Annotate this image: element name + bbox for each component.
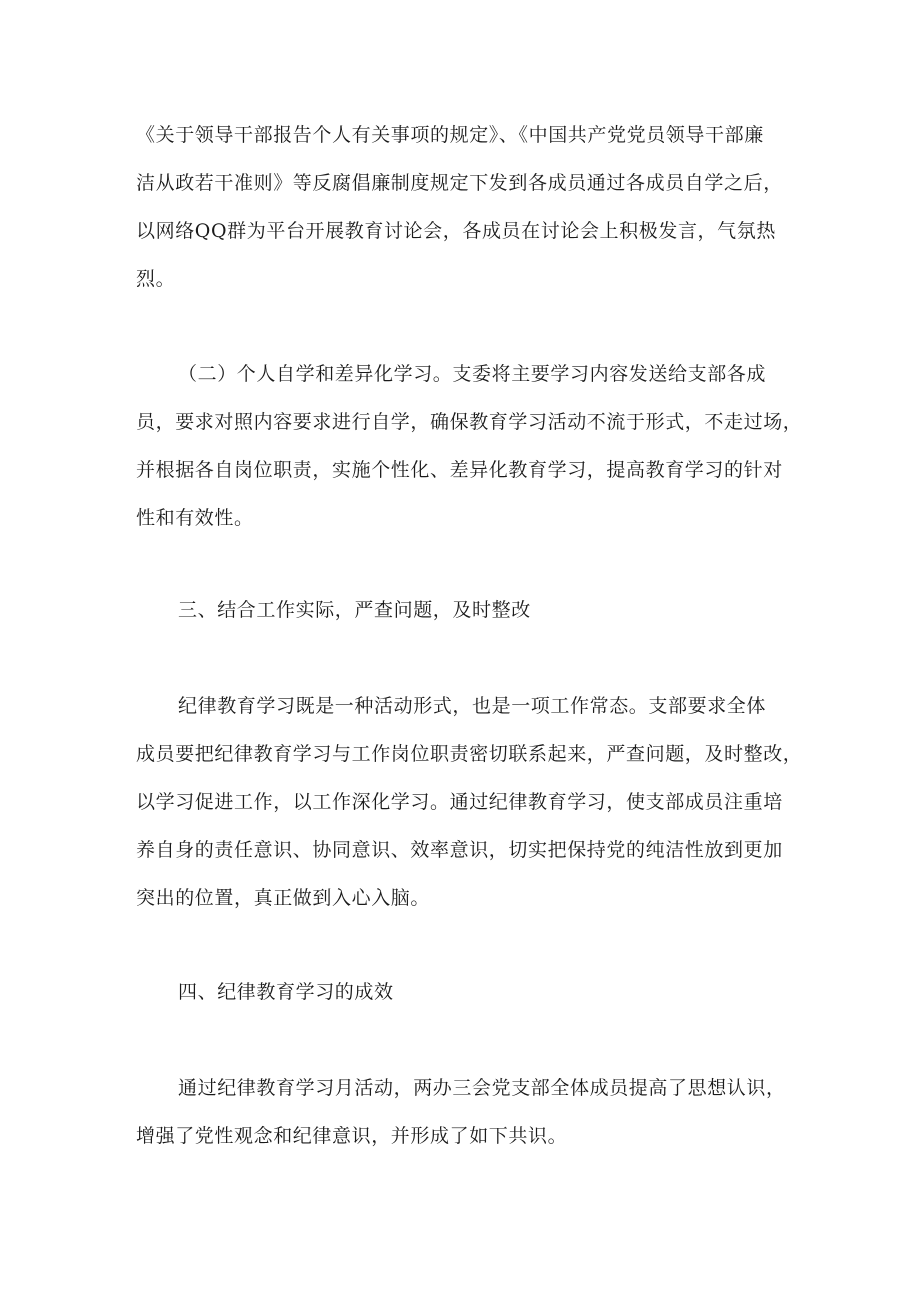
section-heading-3: 三、结合工作实际，严查问题，及时整改: [178, 599, 531, 621]
paragraph-line: （二）个人自学和差异化学习。支委将主要学习内容发送给支部各成: [178, 363, 767, 385]
paragraph-line: 《关于领导干部报告个人有关事项的规定》、《中国共产党党员领导干部廉: [136, 124, 764, 146]
section-heading-4: 四、纪律教育学习的成效: [178, 981, 394, 1003]
paragraph-line: 性和有效性。: [136, 507, 254, 529]
paragraph-line: 突出的位置，真正做到入心入脑。: [136, 887, 431, 909]
paragraph-line: 通过纪律教育学习月活动，两办三会党支部全体成员提高了思想认识，: [178, 1077, 786, 1099]
paragraph-line: 养自身的责任意识、协同意识、效率意识，切实把保持党的纯洁性放到更加: [136, 839, 783, 861]
paragraph-line: 成员要把纪律教育学习与工作岗位职责密切联系起来，严查问题，及时整改，: [136, 743, 803, 765]
paragraph-line: 并根据各自岗位职责，实施个性化、差异化教育学习，提高教育学习的针对: [136, 459, 783, 481]
paragraph-line: 员，要求对照内容要求进行自学，确保教育学习活动不流于形式，不走过场，: [136, 411, 803, 433]
paragraph-line: 以网络QQ群为平台开展教育讨论会，各成员在讨论会上积极发言，气氛热: [136, 220, 776, 242]
paragraph-line: 洁从政若干准则》等反腐倡廉制度规定下发到各成员通过各成员自学之后，: [136, 172, 783, 194]
paragraph-line: 烈。: [136, 268, 176, 290]
paragraph-line: 以学习促进工作，以工作深化学习。通过纪律教育学习，使支部成员注重培: [136, 791, 783, 813]
paragraph-line: 纪律教育学习既是一种活动形式，也是一项工作常态。支部要求全体: [178, 695, 767, 717]
paragraph-line: 增强了党性观念和纪律意识，并形成了如下共识。: [136, 1125, 568, 1147]
